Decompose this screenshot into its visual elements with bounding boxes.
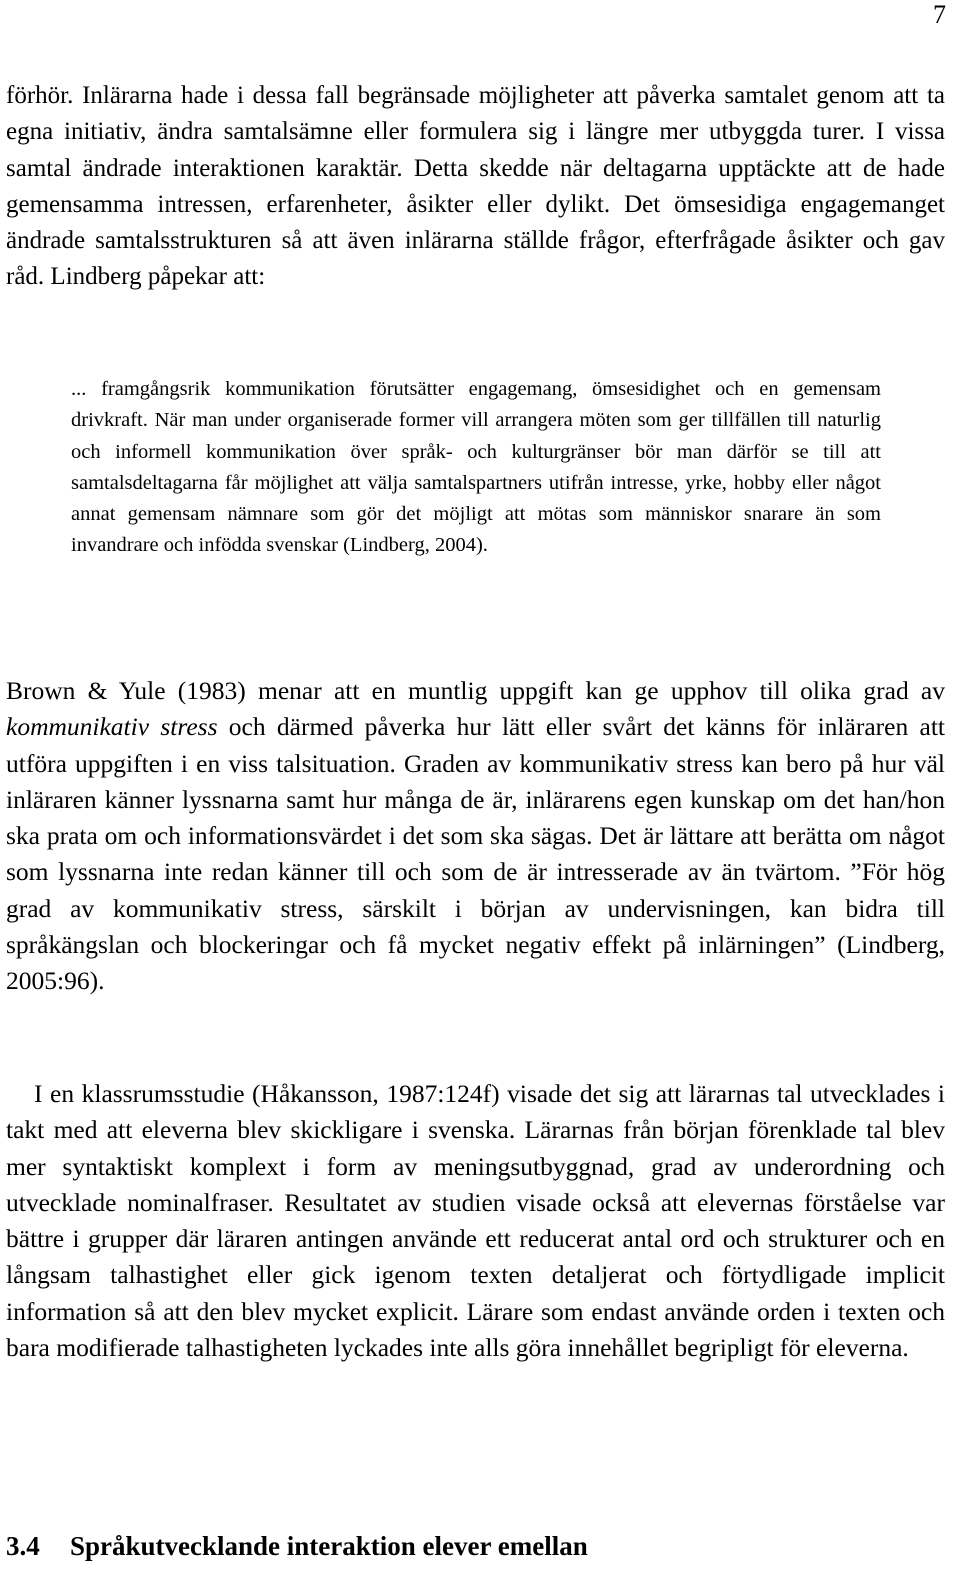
section-number: 3.4 (6, 1531, 40, 1561)
page-number: 7 (933, 0, 946, 29)
block-quote: ... framgångsrik kommunikation förutsätter engagemang, ömsesidighet och en gemensam drivkraft. När man under organiserade former vill arrangera möten som ger tillfällen till naturlig och informell kommunikation över språk- och kulturgränser bör man därför se till att samtalsdeltagarna får möjlighet att välja samtalspartners utifrån intresse, yrke, hobby eller något annat gemensam nämnare som gör det möjligt att mötas som människor snarare än som invandrare och infödda svenskar (Lindberg, 2004). (71, 378, 881, 557)
body-paragraph-intro: förhör. Inlärarna hade i dessa fall begränsade möjligheter att påverka samtalet genom att ta egna initiativ, ändra samtalsämne eller formulera sig i längre mer utbyggda turer. I vissa samtal ändrade interaktionen karaktär. Detta skedde när deltagarna upptäckte att de hade gemensamma intressen, erfarenheter, åsikter eller dylikt. Det ömsesidiga engagemanget ändrade samtalsstrukturen så att även inlärarna ställde frågor, efterfrågade åsikter och gav råd. Lindberg påpekar att: (6, 82, 945, 291)
paragraph-text-after: och därmed påverka hur lätt eller svårt det känns för inläraren att utföra uppgiften i en viss talsituation. Graden av kommunikativ stress kan bero på hur väl inläraren känner lyssnarna samt hur många de är, inlärarens egen kunskap om det han/hon ska prata om och informationsvärdet i det som ska sägas. Det är lättare att berätta om något som lyssnarna inte redan känner till och som de är intresserade av än tvärtom. ”För hög grad av kommunikativ stress, särskilt i början av undervisningen, kan bidra till språkängslan och blockeringar och få mycket negativ effekt på inlärningen” (Lindberg, 2005:96). (6, 712, 945, 996)
body-paragraph-communicative-stress (6, 673, 945, 1000)
body-paragraph-classroom-study: I en klassrumsstudie (Håkansson, 1987:124f) visade det sig att lärarnas tal utvecklades i takt med att eleverna blev skickligare i svenska. Lärarnas från början förenklade tal blev mer syntaktiskt komplext i form av meningsutbyggnad, grad av underordning och utvecklade nominalfraser. Resultatet av studien visade också att elevernas förståelse var bättre i grupper där läraren antingen använde ett reducerat antal ord och strukturer och en långsam talhastighet eller gick igenom texten detaljerat och förtydligade implicit information så att den blev mycket explicit. Lärare som endast använde orden i texten och bara modifierade talhastigheten lyckades inte alls göra innehållet begripligt för eleverna. (6, 1079, 945, 1363)
section-heading (6, 1528, 588, 1564)
emphasized-term: kommunikativ stress (6, 712, 218, 742)
paragraph-text-before: Brown & Yule (1983) menar att en muntlig uppgift kan ge upphov till olika grad av (6, 676, 945, 705)
section-title: Språkutvecklande interaktion elever emellan (70, 1531, 588, 1561)
